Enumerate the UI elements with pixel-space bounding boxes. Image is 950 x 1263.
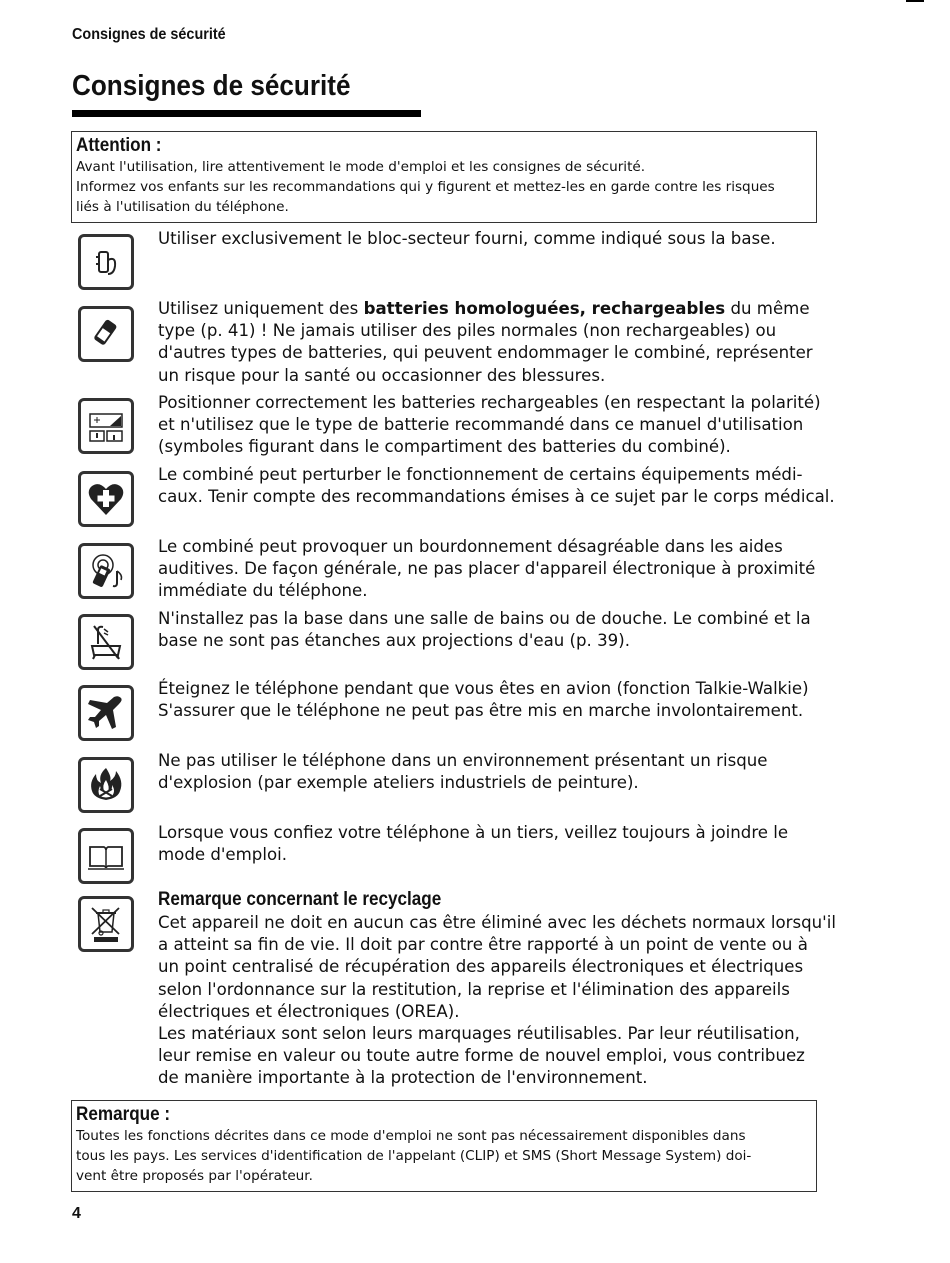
- remark-text: [76, 1126, 812, 1186]
- airplane-icon: [78, 685, 134, 741]
- crossed-bin-icon: [78, 896, 134, 952]
- item-line: S'assurer que le téléphone ne peut pas être mis en marche involontairement.: [158, 701, 804, 721]
- item-text-battery: [158, 298, 828, 387]
- item-text-airplane: [158, 678, 828, 722]
- recycling-heading: Remarque concernant le recyclage: [158, 889, 442, 910]
- item-line: N'installez pas la base dans une salle de bains ou de douche. Le combiné et la: [158, 609, 811, 628]
- item-line: d'autres types de batteries, qui peuvent endommager le combiné, représenter: [158, 343, 813, 363]
- item-line: un point centralisé de récupération des appareils électroniques et électriques: [158, 957, 804, 977]
- item-text-hearing: [158, 536, 828, 603]
- item-line: Utiliser exclusivement le bloc-secteur fourni, comme indiqué sous la base.: [158, 229, 776, 248]
- item-line: du même: [725, 299, 810, 318]
- item-text-bathroom: [158, 608, 828, 652]
- page-number: 4: [72, 1205, 81, 1222]
- power-adapter-icon: [78, 234, 134, 290]
- title-rule: [72, 110, 421, 117]
- item-line: (symboles figurant dans le compartiment des batteries du combiné).: [158, 437, 731, 457]
- item-line: auditives. De façon générale, ne pas placer d'appareil électronique à proximité: [158, 559, 816, 579]
- item-line: mode d'emploi.: [158, 845, 287, 865]
- item-text-medical: [158, 464, 835, 508]
- battery-icon: [78, 306, 134, 362]
- remark-line: Toutes les fonctions décrites dans ce mode d'emploi ne sont pas nécessairement disponibles dans: [76, 1128, 746, 1144]
- item-line: de manière importante à la protection de l'environnement.: [158, 1068, 648, 1088]
- attention-text: [76, 157, 812, 217]
- item-line: Le combiné peut perturber le fonctionnement de certains équipements médi-: [158, 465, 803, 484]
- item-line: immédiate du téléphone.: [158, 581, 368, 601]
- item-text-polarity: [158, 392, 828, 459]
- recycling-text: [158, 912, 836, 1090]
- attention-line: Avant l'utilisation, lire attentivement le mode d'emploi et les consignes de sécurité.: [76, 159, 646, 175]
- item-line: selon l'ordonnance sur la restitution, la reprise et l'élimination des appareils: [158, 979, 790, 999]
- attention-title: Attention :: [76, 135, 162, 156]
- remark-line: tous les pays. Les services d'identification de l'appelant (CLIP) et SMS (Short Message System) doi-: [76, 1148, 752, 1164]
- item-line: base ne sont pas étanches aux projections d'eau (p. 39).: [158, 631, 630, 651]
- item-line: Positionner correctement les batteries rechargeables (en respectant la polarité): [158, 393, 821, 412]
- no-bathroom-icon: [78, 614, 134, 670]
- item-line: caux. Tenir compte des recommandations émises à ce sujet par le corps médical.: [158, 487, 835, 507]
- item-line: Ne pas utiliser le téléphone dans un environnement présentant un risque: [158, 751, 768, 770]
- item-bold-text: batteries homologuées, rechargeables: [363, 299, 726, 318]
- item-line: un risque pour la santé ou occasionner des blessures.: [158, 365, 606, 385]
- remark-box: [71, 1100, 817, 1192]
- item-line: Le combiné peut provoquer un bourdonnement désagréable dans les aides: [158, 537, 783, 556]
- medical-heart-icon: [78, 471, 134, 527]
- page-title: Consignes de sécurité: [72, 70, 351, 102]
- item-line: Lorsque vous confiez votre téléphone à un tiers, veillez toujours à joindre le: [158, 823, 789, 842]
- remark-title: Remarque :: [76, 1104, 171, 1125]
- item-line: Utilisez uniquement des: [158, 299, 364, 318]
- item-text-power: [158, 228, 828, 250]
- item-line: Éteignez le téléphone pendant que vous êtes en avion (fonction Talkie-Walkie): [158, 679, 809, 698]
- item-line: leur remise en valeur ou toute autre forme de nouvel emploi, vous contribuez: [158, 1046, 805, 1066]
- explosion-flame-icon: [78, 757, 134, 813]
- attention-line: liés à l'utilisation du téléphone.: [76, 199, 289, 215]
- hearing-aid-icon: [78, 543, 134, 599]
- item-line: Les matériaux sont selon leurs marquages réutilisables. Par leur réutilisation,: [158, 1024, 800, 1044]
- battery-polarity-icon: [78, 398, 134, 454]
- item-line: a atteint sa fin de vie. Il doit par contre être rapporté à un point de vente ou à: [158, 935, 808, 955]
- attention-box: [71, 131, 817, 223]
- item-text-explosion: [158, 750, 828, 794]
- item-line: et n'utilisez que le type de batterie recommandé dans ce manuel d'utilisation: [158, 415, 804, 435]
- item-line: d'explosion (par exemple ateliers industriels de peinture).: [158, 773, 639, 793]
- attention-line: Informez vos enfants sur les recommandations qui y figurent et mettez-les en garde contre les risques: [76, 179, 775, 195]
- item-line: Cet appareil ne doit en aucun cas être éliminé avec les déchets normaux lorsqu'il: [158, 913, 836, 932]
- item-text-manual: [158, 822, 828, 866]
- corner-mark: [906, 0, 924, 2]
- manual-book-icon: [78, 828, 134, 884]
- item-line: type (p. 41) ! Ne jamais utiliser des piles normales (non rechargeables) ou: [158, 321, 777, 341]
- remark-line: vent être proposés par l'opérateur.: [76, 1168, 313, 1184]
- item-line: électriques et électroniques (OREA).: [158, 1001, 460, 1021]
- running-header: Consignes de sécurité: [72, 26, 226, 43]
